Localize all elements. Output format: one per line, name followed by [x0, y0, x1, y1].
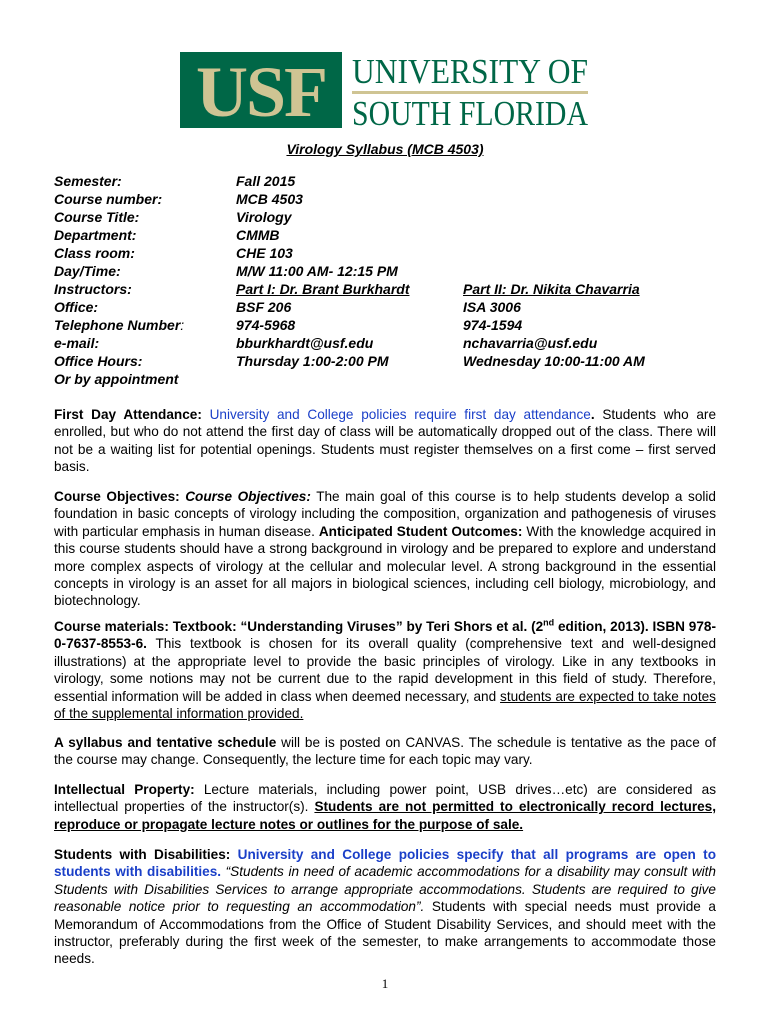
syllabus-heading: A syllabus and tentative schedule: [54, 735, 277, 750]
info-value: MCB 4503: [236, 191, 303, 207]
materials-underlined: students are expected to take notes of the supplemental information provided.: [54, 688, 716, 722]
info-row-email: [54, 334, 734, 352]
objectives-heading: Course Objectives:: [54, 489, 180, 504]
materials-sup: nd: [543, 617, 555, 628]
info-label: Instructors:: [54, 281, 132, 297]
info-label-colon: :: [180, 317, 185, 333]
page-number: 1: [381, 976, 389, 991]
attendance-body: Students who are enrolled, but who do not attend the first day of class will be automatically dropped out of the class. There will not be a waiting list for potential openings. Students must register themselves on a first come – first served basis.: [54, 407, 717, 475]
info-label: Semester:: [54, 173, 122, 189]
info-label: Course Title:: [54, 209, 140, 225]
info-value: CMMB: [236, 227, 280, 243]
instructor-part2: Part II: Dr. Nikita Chavarria: [463, 281, 640, 297]
course-info-table: [54, 172, 734, 388]
info-row-instructors: [54, 280, 734, 298]
attendance-period: .: [590, 407, 595, 422]
attendance-policy-link[interactable]: University and College policies require first day attendance: [209, 407, 591, 422]
ip-paragraph: [54, 781, 716, 833]
info-label: e-mail:: [54, 335, 100, 351]
logo-line1: UNIVERSITY OF: [352, 52, 588, 91]
info-row-office: [54, 298, 734, 316]
info-value: Fall 2015: [236, 173, 296, 189]
attendance-heading: First Day Attendance:: [54, 407, 202, 422]
info-value: Virology: [236, 209, 292, 225]
disabilities-heading: Students with Disabilities:: [54, 847, 231, 862]
objectives-paragraph: [54, 488, 716, 610]
info-value2: 974-1594: [463, 317, 523, 333]
email-link-1[interactable]: bburkhardt@usf.edu: [236, 335, 374, 351]
info-value2: Wednesday 10:00-11:00 AM: [463, 353, 645, 369]
info-label: Class room:: [54, 245, 135, 261]
usf-logo: [180, 52, 590, 133]
info-row-day-time: [54, 262, 734, 280]
info-row-office-hours: [54, 352, 734, 370]
objectives-body1: The main goal of this course is to help students develop a solid foundation in basic concepts of virology including the composition, organization and pathogenesis of viruses with particular emphasis in human disease.: [54, 489, 716, 539]
ip-body: Lecture materials, including power point, USB drives…etc) are considered as intellectual properties of the instructor(s).: [54, 782, 716, 815]
info-label: Or by appointment: [54, 371, 179, 387]
logo-abbr: USF: [195, 52, 327, 132]
info-label: Department:: [54, 227, 137, 243]
info-label: Course number:: [54, 191, 163, 207]
outcomes-heading: Anticipated Student Outcomes:: [318, 523, 523, 539]
materials-heading2: edition, 2013). ISBN 978-0-7637-8553-6.: [54, 619, 717, 652]
info-value: BSF 206: [236, 299, 292, 315]
objectives-body2: With the knowledge acquired in this course students should have a strong background in virology and be prepared to explore and understand more complex aspects of virology at the cellular and molecular level. A strong background in the essential concepts in virology is an asset for all majors in biological sciences, including cell biology, microbiology, and biotechnology.: [54, 523, 716, 609]
syllabus-paragraph: [54, 734, 716, 769]
syllabus-body: will be is posted on CANVAS. The schedule is tentative as the pace of the course may change. Consequently, the lecture time for each topic may vary.: [54, 735, 716, 768]
objectives-subheading: Course Objectives:: [185, 489, 311, 504]
info-row-course-title: [54, 208, 734, 226]
info-row-semester: [54, 172, 734, 190]
info-row-appointment: [54, 370, 734, 388]
info-label-wrap: [54, 316, 184, 334]
info-label: Day/Time:: [54, 263, 121, 279]
ip-heading: Intellectual Property:: [54, 782, 195, 797]
info-value: Thursday 1:00-2:00 PM: [236, 353, 389, 369]
email-link-2[interactable]: nchavarria@usf.edu: [463, 335, 598, 351]
info-row-class-room: [54, 244, 734, 262]
info-row-telephone: [54, 316, 734, 334]
materials-heading: Course materials: Textbook: “Understanding Viruses” by Teri Shors et al. (2: [54, 619, 544, 634]
disabilities-body: Students with special needs must provide a Memorandum of Accommodations from the Office of Student Disability Services, and should meet with the instructor, preferably during the first week of the semester, to make arrangements to accommodate those needs.: [54, 899, 716, 967]
materials-body: This textbook is chosen for its overall quality (comprehensive text and well-designed illustrations) at the appropriate level to provide the basic principles of virology. Like in any textbooks in virology, some notions may not be current due to the rapid development in this field of study. Therefore, essential information will be added in class when deemed necessary, and: [54, 636, 716, 704]
info-row-course-number: [54, 190, 734, 208]
syllabus-title: Virology Syllabus (MCB 4503): [286, 141, 484, 157]
logo-line2: SOUTH FLORIDA: [352, 94, 589, 133]
info-label: Office:: [54, 299, 99, 315]
ip-warning: Students are not permitted to electronically record lectures, reproduce or propagate lecture notes or outlines for the purpose of sale.: [54, 799, 717, 832]
info-value: M/W 11:00 AM- 12:15 PM: [236, 263, 398, 279]
materials-paragraph: [54, 618, 716, 722]
attendance-paragraph: [54, 406, 716, 476]
info-value2: ISA 3006: [463, 299, 521, 315]
disabilities-italic: “Students in need of academic accommodations for a disability may consult with Students with Disabilities Services to arrange appropriate accommodations. Students are required to give reasonable notice prior to requesting an accommodation”.: [54, 864, 716, 915]
info-value: 974-5968: [236, 317, 296, 333]
info-value: CHE 103: [236, 245, 293, 261]
info-label: Telephone Number: [54, 317, 181, 333]
info-label: Office Hours:: [54, 353, 143, 369]
disabilities-policy-link[interactable]: University and College policies specify that all programs are open to students with disabilities.: [54, 847, 717, 880]
info-row-department: [54, 226, 734, 244]
instructor-part1: Part I: Dr. Brant Burkhardt: [236, 281, 410, 297]
disabilities-paragraph: [54, 846, 716, 968]
